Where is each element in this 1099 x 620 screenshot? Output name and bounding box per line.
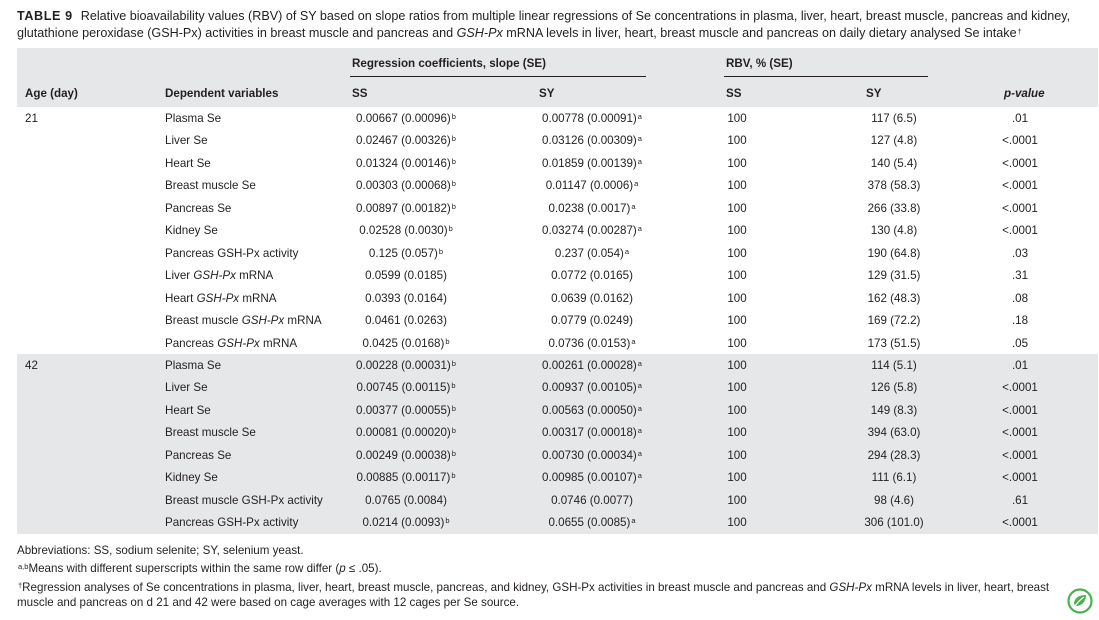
ss-slope-value: 0.0765 (0.0084) xyxy=(365,493,447,507)
ss-slope-superscript: b xyxy=(448,224,453,234)
p-value-cell: <.0001 xyxy=(1002,426,1038,440)
ss-slope-cell xyxy=(356,202,456,216)
sy-rbv-cell: 378 (58.3) xyxy=(867,179,921,193)
dependent-variable-cell: Plasma Se xyxy=(165,112,222,125)
sy-slope-cell xyxy=(551,269,633,283)
sy-slope-cell xyxy=(542,449,642,463)
sy-slope-superscript: a xyxy=(624,246,630,256)
dependent-variable-text: Breast muscle xyxy=(165,314,242,328)
dependent-variable-gene: GSH-Px xyxy=(217,336,260,350)
sy-slope-cell xyxy=(551,292,633,306)
sy-rbv-cell: 111 (6.1) xyxy=(871,471,917,485)
ss-slope-value: 0.00228 (0.00031) xyxy=(356,358,451,372)
ss-slope-value: 0.02528 (0.0030) xyxy=(359,224,448,238)
p-value-cell: <.0001 xyxy=(1002,471,1038,485)
footnote-ab-mark: a,b xyxy=(18,562,29,571)
ss-slope-cell xyxy=(369,247,443,261)
ss-rbv-cell: 100 xyxy=(727,314,747,328)
sy-slope-superscript: a xyxy=(637,156,642,166)
dependent-variable-text: mRNA xyxy=(259,336,298,350)
dependent-variable-gene: GSH-Px xyxy=(196,291,240,305)
ss-rbv-cell: 100 xyxy=(727,179,747,193)
ss-slope-superscript: b xyxy=(451,471,456,481)
dependent-variable-cell: Liver Se xyxy=(165,134,208,148)
footnote-dagger-text-a: Regression analyses of Se concentrations in plasma, liver, heart, breast muscle, pancreas, and kidney, GSH-Px activities in breast muscle and pancreas and xyxy=(22,581,830,594)
p-value-cell: <.0001 xyxy=(1002,156,1038,170)
sy-rbv-cell: 294 (28.3) xyxy=(867,448,921,462)
sy-slope-cell xyxy=(542,224,642,238)
p-value-cell: <.0001 xyxy=(1002,403,1038,417)
p-value-cell: <.0001 xyxy=(1002,224,1038,238)
ss-slope-cell xyxy=(365,292,447,306)
ss-slope-value: 0.0461 (0.0263) xyxy=(365,314,447,328)
ss-slope-superscript: b xyxy=(451,358,456,368)
dependent-variable-cell xyxy=(165,292,276,306)
p-value-cell: .08 xyxy=(1011,291,1029,305)
sy-rbv-cell: 98 (4.6) xyxy=(874,493,914,507)
ss-slope-superscript: b xyxy=(451,179,456,189)
ss-rbv-cell: 100 xyxy=(727,269,747,283)
sy-slope-value: 0.01859 (0.00139) xyxy=(542,156,637,170)
sy-rbv-cell: 394 (63.0) xyxy=(867,426,921,440)
ss-rbv-cell: 100 xyxy=(727,156,747,170)
dependent-variable-cell: Breast muscle GSH-Px activity xyxy=(165,493,323,507)
ss-slope-value: 0.00249 (0.00038) xyxy=(356,448,451,462)
dependent-variable-text: mRNA xyxy=(235,269,274,283)
ss-slope-superscript: b xyxy=(445,516,450,526)
sy-slope-value: 0.0655 (0.0085) xyxy=(548,516,631,530)
header-p-letter: p-value xyxy=(1004,87,1045,100)
dependent-variable-cell: Breast muscle Se xyxy=(165,426,256,440)
sy-slope-cell xyxy=(548,516,635,530)
dependent-variable-cell: Kidney Se xyxy=(165,224,218,238)
dependent-variable-cell: Pancreas GSH-Px activity xyxy=(165,246,299,260)
age-cell: 42 xyxy=(25,358,38,372)
dependent-variable-cell: Plasma Se xyxy=(165,358,222,372)
dependent-variable-cell: Pancreas Se xyxy=(165,201,232,215)
sy-slope-superscript: a xyxy=(637,358,642,368)
sy-slope-cell xyxy=(542,471,642,485)
ss-slope-cell xyxy=(356,134,456,148)
dependent-variable-cell: Heart Se xyxy=(165,156,211,170)
leaf-logo-icon[interactable] xyxy=(1067,588,1093,614)
footnote-ab-text-i: p xyxy=(339,562,346,575)
ss-rbv-cell: 100 xyxy=(727,224,747,238)
sy-slope-cell xyxy=(551,314,633,328)
ss-rbv-cell: 100 xyxy=(727,291,747,305)
header-sy-slope: SY xyxy=(539,87,555,100)
rbv-group-rule xyxy=(724,76,928,77)
sy-slope-value: 0.00261 (0.00028) xyxy=(542,358,637,372)
p-value-cell: .03 xyxy=(1011,246,1029,260)
header-sy-rbv: SY xyxy=(866,87,882,100)
p-value-cell: .61 xyxy=(1011,493,1029,507)
sy-slope-cell xyxy=(542,134,642,148)
p-value-cell: <.0001 xyxy=(1002,201,1038,215)
sy-slope-superscript: a xyxy=(637,381,642,391)
dependent-variable-cell: Pancreas GSH-Px activity xyxy=(165,516,299,530)
ss-slope-cell xyxy=(356,157,456,171)
ss-slope-cell xyxy=(356,426,456,440)
ss-slope-cell xyxy=(365,494,447,508)
header-p-value xyxy=(1004,87,1045,101)
ss-slope-value: 0.0393 (0.0164) xyxy=(365,291,447,305)
sy-slope-superscript: a xyxy=(637,134,642,144)
caption-text-b: mRNA levels in liver, heart, breast muscle and pancreas on daily dietary analysed Se intake xyxy=(502,26,1017,40)
p-value-cell: .01 xyxy=(1011,358,1029,372)
footnote-ab-text-a: Means with different superscripts within the same row differ ( xyxy=(28,562,340,575)
sy-slope-cell xyxy=(555,247,629,261)
sy-rbv-cell: 149 (8.3) xyxy=(870,403,918,417)
ss-slope-value: 0.01324 (0.00146) xyxy=(356,156,451,170)
dependent-variable-gene: GSH-Px xyxy=(193,269,236,283)
ss-rbv-cell: 100 xyxy=(727,112,747,125)
sy-slope-superscript: a xyxy=(634,179,639,189)
sy-slope-superscript: a xyxy=(631,201,636,211)
p-value-cell: <.0001 xyxy=(1002,381,1038,395)
sy-rbv-cell: 117 (6.5) xyxy=(871,112,917,125)
sy-slope-cell xyxy=(542,112,642,126)
p-value-cell: .31 xyxy=(1011,269,1029,283)
ss-slope-value: 0.00081 (0.00020) xyxy=(356,426,451,440)
footnote-superscripts xyxy=(17,561,1087,576)
sy-slope-value: 0.0746 (0.0077) xyxy=(551,493,633,507)
ss-slope-superscript: b xyxy=(451,201,456,211)
sy-slope-cell xyxy=(548,202,635,216)
header-rbv-group: RBV, % (SE) xyxy=(726,57,793,70)
table-caption xyxy=(17,8,1097,42)
sy-rbv-cell: 114 (5.1) xyxy=(871,358,917,372)
sy-slope-value: 0.00730 (0.00034) xyxy=(542,448,637,462)
dependent-variable-cell: Breast muscle Se xyxy=(165,179,256,193)
ss-slope-superscript: b xyxy=(451,134,456,144)
p-value-cell: .05 xyxy=(1011,336,1029,350)
sy-slope-cell xyxy=(542,381,642,395)
ss-rbv-cell: 100 xyxy=(727,426,747,440)
p-value-cell: .01 xyxy=(1011,112,1029,125)
sy-slope-value: 0.03126 (0.00309) xyxy=(542,134,637,148)
regression-group-rule xyxy=(350,76,646,77)
header-age: Age (day) xyxy=(25,87,78,100)
ss-slope-superscript: b xyxy=(451,381,456,391)
sy-slope-cell xyxy=(546,179,639,193)
ss-rbv-cell: 100 xyxy=(727,493,747,507)
ss-rbv-cell: 100 xyxy=(727,381,747,395)
caption-text-a: Relative bioavailability values (RBV) of SY based on slope ratios from multiple linear regressions of Se concentrations in plasma, liver, heart, breast muscle, pancreas and kidney, glutathione peroxidase (GSH-Px) activities in breast muscle and pancreas and xyxy=(17,9,1071,40)
sy-slope-value: 0.00937 (0.00105) xyxy=(542,381,637,395)
sy-slope-superscript: a xyxy=(637,448,642,458)
ss-rbv-cell: 100 xyxy=(727,358,747,372)
sy-rbv-cell: 126 (5.8) xyxy=(870,381,918,395)
sy-slope-value: 0.01147 (0.0006) xyxy=(545,179,634,193)
ss-rbv-cell: 100 xyxy=(727,471,747,485)
sy-slope-value: 0.0779 (0.0249) xyxy=(551,314,633,328)
ss-slope-superscript: b xyxy=(451,112,456,121)
ss-slope-cell xyxy=(356,404,456,418)
ss-slope-cell xyxy=(356,381,455,395)
caption-dagger: † xyxy=(1017,27,1022,36)
dependent-variable-text: mRNA xyxy=(284,314,322,328)
dependent-variable-text: Pancreas xyxy=(165,336,218,350)
header-ss-slope: SS xyxy=(352,87,368,100)
ss-slope-value: 0.00885 (0.00117) xyxy=(356,471,451,485)
header-dependent-variables: Dependent variables xyxy=(165,87,279,100)
ss-slope-superscript: b xyxy=(451,156,456,166)
p-value-cell: <.0001 xyxy=(1002,179,1038,193)
footnote-dagger-text-i: GSH-Px xyxy=(829,581,872,594)
ss-slope-cell xyxy=(365,314,447,328)
ss-slope-value: 0.0214 (0.0093) xyxy=(362,516,445,530)
sy-rbv-cell: 266 (33.8) xyxy=(867,201,921,215)
sy-slope-cell xyxy=(542,426,642,440)
sy-slope-cell xyxy=(548,337,635,351)
ss-slope-superscript: b xyxy=(438,246,444,256)
ss-slope-value: 0.00303 (0.00068) xyxy=(356,179,451,193)
sy-slope-cell xyxy=(542,404,642,418)
ss-slope-value: 0.00897 (0.00182) xyxy=(356,201,451,215)
sy-rbv-cell: 127 (4.8) xyxy=(870,134,918,148)
sy-slope-value: 0.237 (0.054) xyxy=(554,246,624,260)
sy-rbv-cell: 306 (101.0) xyxy=(864,516,924,530)
sy-slope-superscript: a xyxy=(637,426,642,436)
ss-slope-value: 0.02467 (0.00326) xyxy=(356,134,451,148)
dependent-variable-cell: Kidney Se xyxy=(165,471,218,485)
sy-slope-cell xyxy=(551,494,633,508)
dependent-variable-text: mRNA xyxy=(239,291,277,305)
ss-slope-superscript: b xyxy=(451,403,456,413)
header-ss-rbv: SS xyxy=(726,87,742,100)
ss-slope-value: 0.0599 (0.0185) xyxy=(365,269,447,283)
footnote-dagger-mark: † xyxy=(18,581,23,590)
sy-slope-value: 0.0736 (0.0153) xyxy=(548,336,631,350)
sy-slope-superscript: a xyxy=(637,471,642,481)
dependent-variable-text: Heart xyxy=(165,291,197,305)
sy-rbv-cell: 190 (64.8) xyxy=(867,246,921,260)
sy-slope-value: 0.0639 (0.0162) xyxy=(551,291,633,305)
p-value-cell: <.0001 xyxy=(1002,134,1038,148)
ss-slope-cell xyxy=(362,516,449,530)
footnote-abbreviations: Abbreviations: SS, sodium selenite; SY, selenium yeast. xyxy=(17,544,304,557)
sy-rbv-cell: 130 (4.8) xyxy=(870,224,918,238)
footnote-dagger xyxy=(17,580,1087,610)
ss-slope-cell xyxy=(356,112,456,126)
sy-rbv-cell: 162 (48.3) xyxy=(867,291,921,305)
ss-rbv-cell: 100 xyxy=(727,201,747,215)
sy-slope-superscript: a xyxy=(637,112,642,121)
ss-slope-cell xyxy=(359,224,452,238)
sy-slope-superscript: a xyxy=(637,224,642,234)
ss-rbv-cell: 100 xyxy=(727,516,747,530)
sy-slope-superscript: a xyxy=(631,516,636,526)
dependent-variable-cell xyxy=(165,269,273,283)
ss-slope-cell xyxy=(365,269,447,283)
sy-rbv-cell: 173 (51.5) xyxy=(867,336,921,350)
sy-slope-value: 0.00563 (0.00050) xyxy=(542,403,637,417)
sy-slope-superscript: a xyxy=(631,336,636,346)
ss-rbv-cell: 100 xyxy=(727,134,747,148)
ss-slope-superscript: b xyxy=(451,426,456,436)
sy-slope-value: 0.00985 (0.00107) xyxy=(542,471,637,485)
header-regression-group: Regression coefficients, slope (SE) xyxy=(352,57,546,70)
sy-rbv-cell: 169 (72.2) xyxy=(867,314,921,328)
ss-slope-value: 0.00377 (0.00055) xyxy=(356,403,451,417)
ss-slope-cell xyxy=(356,449,456,463)
sy-rbv-cell: 140 (5.4) xyxy=(870,156,918,170)
ss-slope-cell xyxy=(356,359,456,373)
ss-slope-superscript: b xyxy=(445,336,450,346)
ss-slope-value: 0.125 (0.057) xyxy=(368,246,438,260)
ss-slope-value: 0.0425 (0.0168) xyxy=(362,336,445,350)
sy-slope-value: 0.03274 (0.00287) xyxy=(542,224,637,238)
dependent-variable-cell: Pancreas Se xyxy=(165,448,232,462)
ss-slope-cell xyxy=(362,337,449,351)
sy-slope-value: 0.0772 (0.0165) xyxy=(551,269,633,283)
dependent-variable-gene: GSH-Px xyxy=(241,314,285,328)
sy-slope-superscript: a xyxy=(637,403,642,413)
p-value-cell: <.0001 xyxy=(1002,448,1038,462)
sy-slope-cell xyxy=(542,157,642,171)
ss-slope-value: 0.00745 (0.00115) xyxy=(356,381,451,395)
ss-rbv-cell: 100 xyxy=(727,403,747,417)
p-value-cell: .18 xyxy=(1011,314,1029,328)
ss-rbv-cell: 100 xyxy=(727,448,747,462)
caption-text-italic: GSH-Px xyxy=(456,26,503,40)
dependent-variable-text: Liver xyxy=(165,269,194,283)
ss-slope-superscript: b xyxy=(451,448,456,458)
age-cell: 21 xyxy=(25,112,38,125)
sy-slope-value: 0.0238 (0.0017) xyxy=(548,201,631,215)
sy-slope-cell xyxy=(542,359,642,373)
sy-rbv-cell: 129 (31.5) xyxy=(867,269,921,283)
ss-rbv-cell: 100 xyxy=(727,246,747,260)
footnote-ab-text-b: ≤ .05). xyxy=(345,562,382,575)
ss-rbv-cell: 100 xyxy=(727,336,747,350)
p-value-cell: <.0001 xyxy=(1002,516,1038,530)
sy-slope-value: 0.00778 (0.00091) xyxy=(542,112,637,125)
sy-slope-value: 0.00317 (0.00018) xyxy=(542,426,637,440)
dependent-variable-cell xyxy=(165,314,322,328)
dependent-variable-cell xyxy=(165,337,297,351)
ss-slope-cell xyxy=(356,471,455,485)
table-label: TABLE 9 xyxy=(17,9,73,23)
ss-slope-value: 0.00667 (0.00096) xyxy=(356,112,451,125)
footnote-dagger-text-b: mRNA levels in liver, heart, breast muscle and pancreas on d 21 and 42 were based on cage averages with 12 cages per Se source. xyxy=(17,581,1050,609)
ss-slope-cell xyxy=(356,179,456,193)
dependent-variable-cell: Heart Se xyxy=(165,403,211,417)
dependent-variable-cell: Liver Se xyxy=(165,381,208,395)
